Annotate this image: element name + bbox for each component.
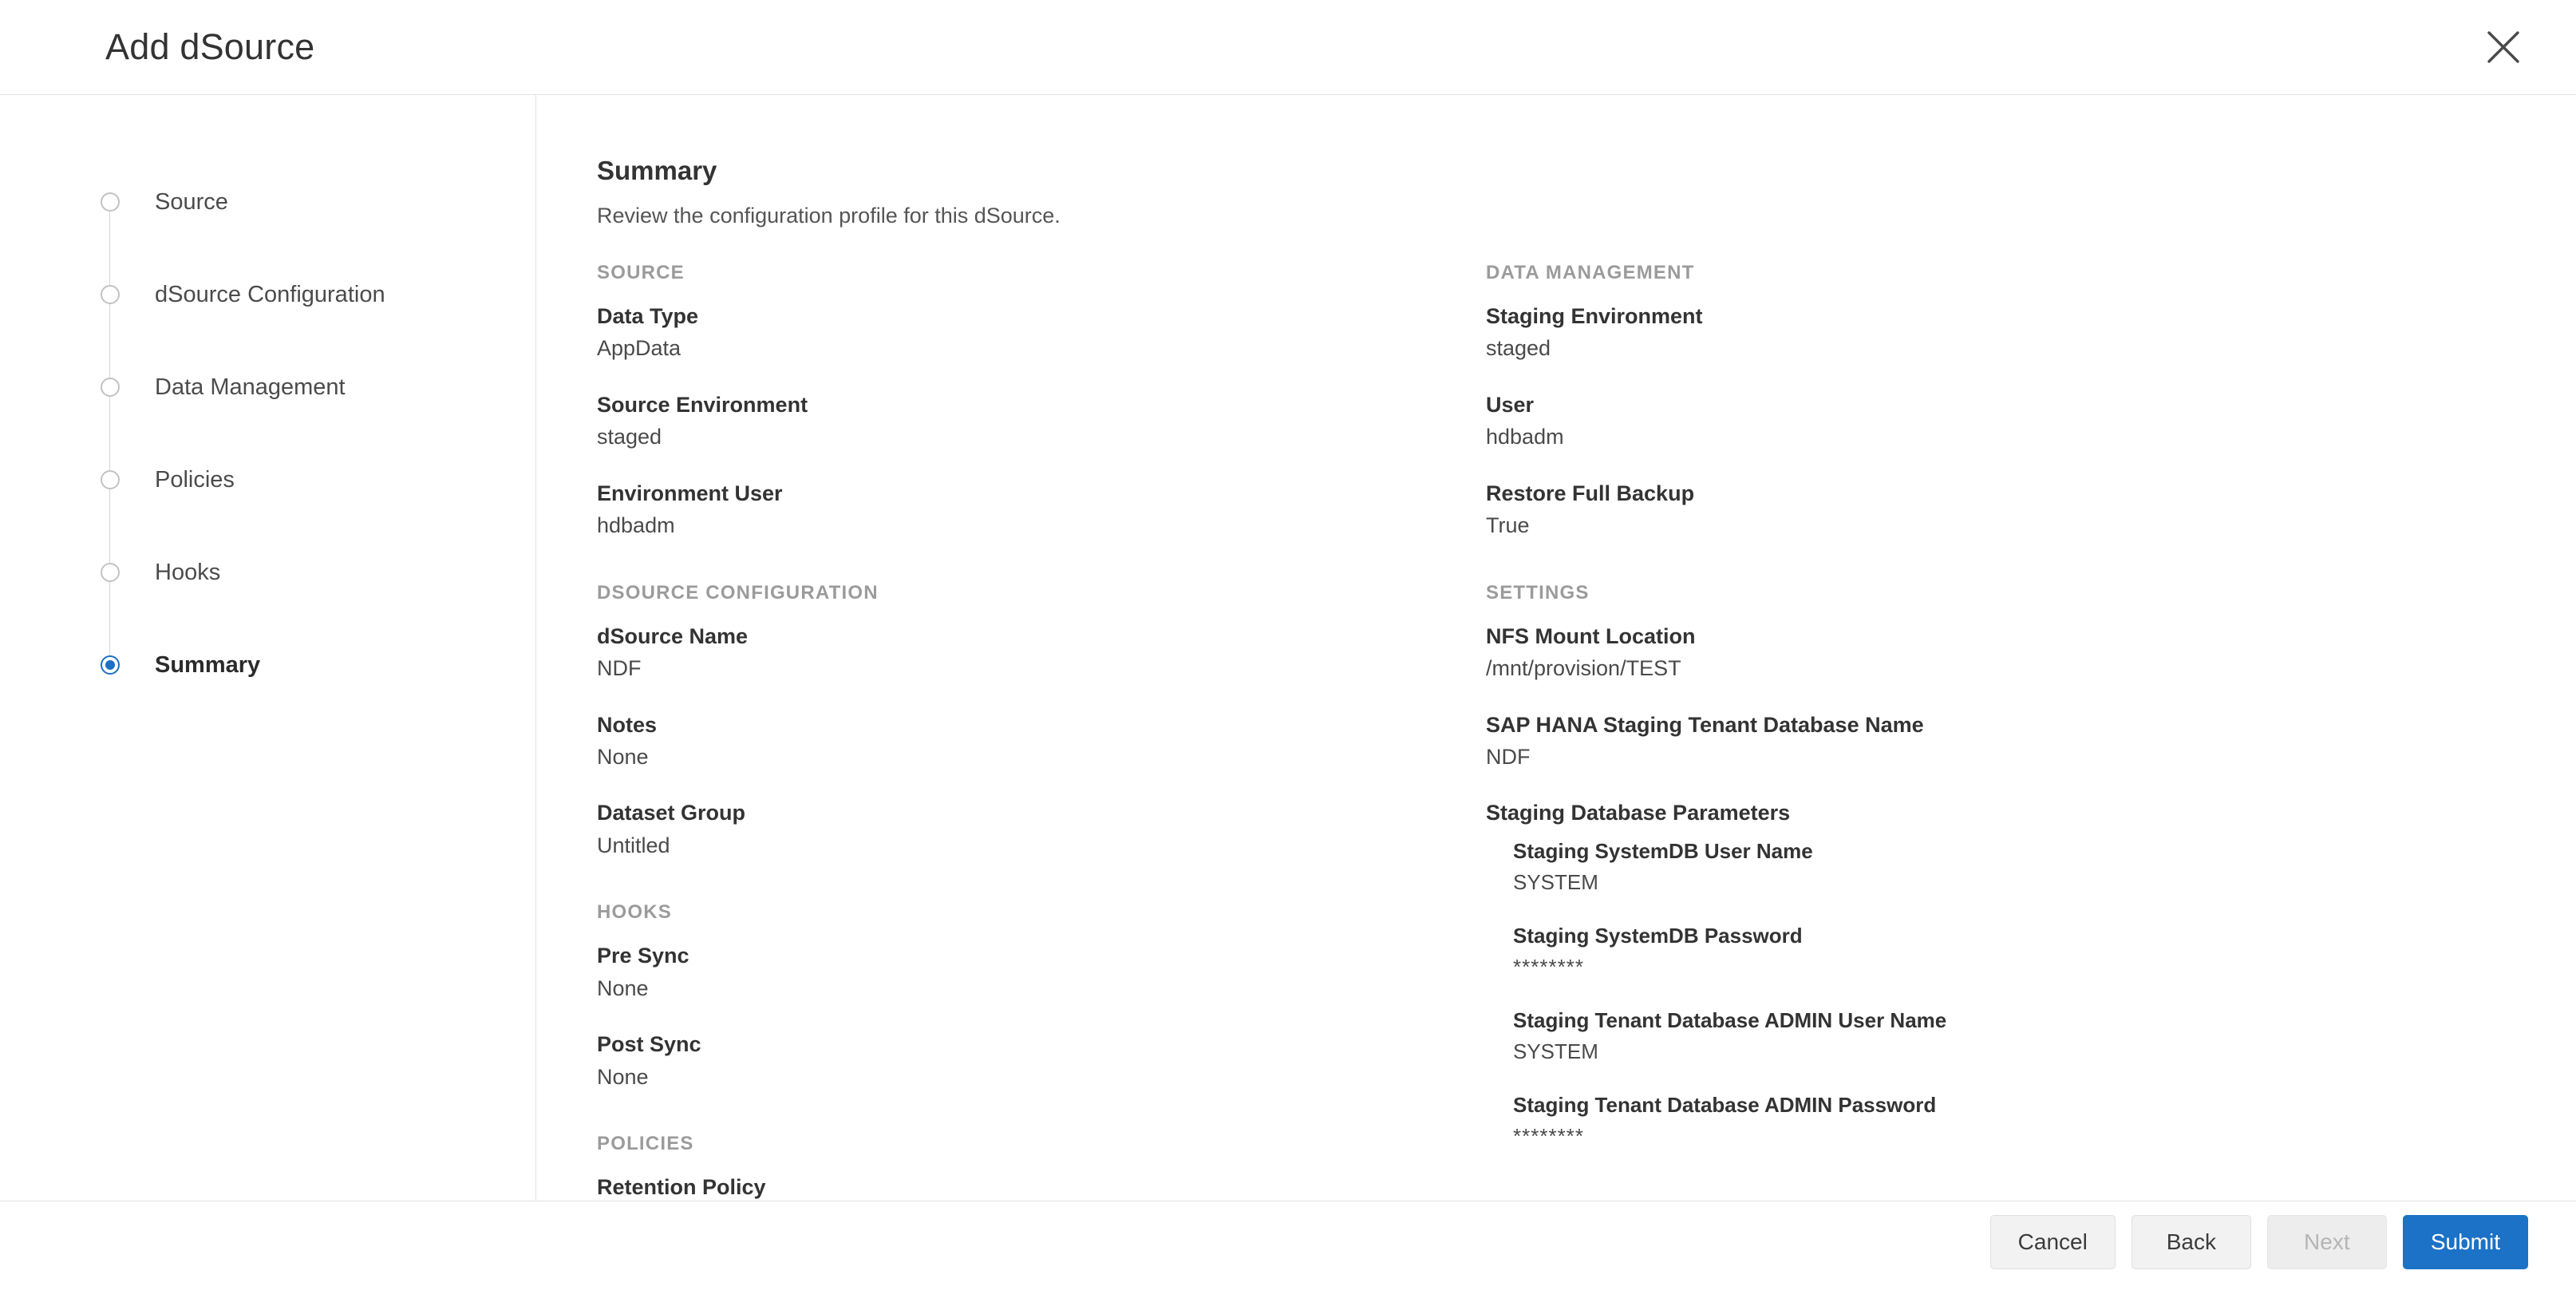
field-value: SYSTEM [1513,869,1598,894]
close-icon[interactable] [2475,19,2531,75]
back-button[interactable]: Back [2132,1215,2251,1269]
field-label: Staging Database Parameters [1486,801,1791,825]
field-sap-hana-staging-tenant-database-name [1486,710,2375,772]
step-label: Policies [155,466,235,493]
field-data-type [597,302,1486,363]
page-title: Add dSource [105,26,315,67]
field-value: /mnt/provision/TEST [1486,656,1681,681]
field-label: Staging Tenant Database ADMIN Password [1513,1093,1937,1118]
cancel-button[interactable]: Cancel [1990,1215,2116,1269]
section-heading: HOOKS [597,901,673,924]
field-nfs-mount-location [1486,622,2375,683]
field-label: Data Type [597,304,699,328]
step-label: Summary [155,651,261,678]
summary-right-column [1486,262,2375,1261]
field-label: Source Environment [597,392,808,417]
field-value: staged [597,425,662,449]
step-indicator-icon [101,655,120,675]
field-label: dSource Name [597,623,749,648]
field-staging-systemdb-password [1513,922,2375,981]
field-value: staged [1486,336,1551,361]
section-hooks [597,901,1486,1091]
section-dsource-configuration [597,582,1486,861]
step-indicator-icon [101,563,120,582]
dialog-header [0,0,2576,94]
dialog-body [0,94,2576,1201]
summary-heading: Summary [597,156,717,185]
field-staging-database-parameters [1486,798,2375,1150]
summary-columns [597,262,2528,1261]
field-pre-sync [597,941,1486,1003]
field-label: Post Sync [597,1032,701,1057]
field-value: ******** [1513,1124,1584,1149]
field-label: Environment User [597,481,783,505]
field-restore-full-backup [1486,479,2375,540]
step-indicator-icon [101,285,120,304]
field-source-environment [597,390,1486,452]
sidebar-item-source[interactable] [0,156,535,248]
step-indicator-icon [101,378,120,397]
section-heading: SOURCE [597,262,685,283]
field-staging-tenant-database-admin-user-name [1513,1007,2375,1066]
field-user [1486,390,2375,452]
field-staging-tenant-database-admin-password [1513,1091,2375,1150]
section-source [597,262,1486,540]
field-label: Staging Environment [1486,304,1703,328]
field-value: Untitled [597,833,670,857]
field-label-truncated [1486,1178,2375,1193]
field-dataset-group [597,798,1486,860]
step-indicator-icon [101,192,120,212]
submit-button[interactable]: Submit [2403,1215,2528,1269]
section-settings [1486,582,2375,1193]
field-staging-environment [1486,302,2375,363]
sidebar-item-policies[interactable] [0,433,535,526]
field-value: ******** [1513,955,1584,980]
summary-panel [536,95,2576,1201]
field-label: Notes [597,712,658,737]
step-indicator-icon [101,470,120,489]
wizard-stepper [0,95,536,1201]
field-label: Restore Full Backup [1486,481,1695,505]
field-value: None [597,744,649,769]
field-label: Staging Tenant Database ADMIN User Name [1513,1008,1947,1033]
bottom-strip [0,1282,2576,1314]
section-heading: SETTINGS [1486,581,1590,604]
field-value: True [1486,513,1530,538]
sidebar-item-dsource-configuration[interactable] [0,248,535,341]
sidebar-item-summary[interactable] [0,619,535,711]
field-value: NDF [1486,744,1531,769]
field-value: NDF [597,656,642,681]
step-label: Source [155,188,228,215]
section-heading: POLICIES [597,1133,694,1154]
field-staging-systemdb-user-name [1513,837,2375,896]
field-environment-user [597,479,1486,540]
field-label: User [1486,392,1535,417]
section-data-management [1486,262,2375,540]
field-post-sync [597,1030,1486,1091]
section-heading: DSOURCE CONFIGURATION [597,581,879,604]
field-value: None [597,1064,649,1089]
field-label: Retention Policy [597,1175,766,1199]
field-label: SAP HANA Staging Tenant Database Name [1486,712,1924,737]
sidebar-item-data-management[interactable] [0,341,535,433]
field-value: AppData [597,336,682,361]
step-label: Hooks [155,559,221,585]
step-label: Data Management [155,374,346,400]
next-button: Next [2267,1215,2387,1269]
field-label: Staging SystemDB User Name [1513,838,1813,863]
sidebar-item-hooks[interactable] [0,526,535,619]
summary-subtitle: Review the configuration profile for this dSource. [597,204,1061,228]
field-label: NFS Mount Location [1486,623,1696,648]
field-label: Pre Sync [597,944,689,968]
field-value: hdbadm [597,513,675,538]
dialog-footer [0,1201,2576,1282]
field-label: Dataset Group [597,801,746,825]
staging-database-parameters-list [1486,837,2375,1151]
field-value: hdbadm [1486,425,1564,449]
summary-left-column [597,262,1486,1261]
field-dsource-name [597,622,1486,683]
field-notes [597,710,1486,772]
section-heading: DATA MANAGEMENT [1486,262,1695,283]
field-value: SYSTEM [1513,1039,1598,1064]
field-value: None [597,976,649,1000]
field-label: Staging SystemDB Password [1513,924,1803,948]
step-label: dSource Configuration [155,281,385,307]
